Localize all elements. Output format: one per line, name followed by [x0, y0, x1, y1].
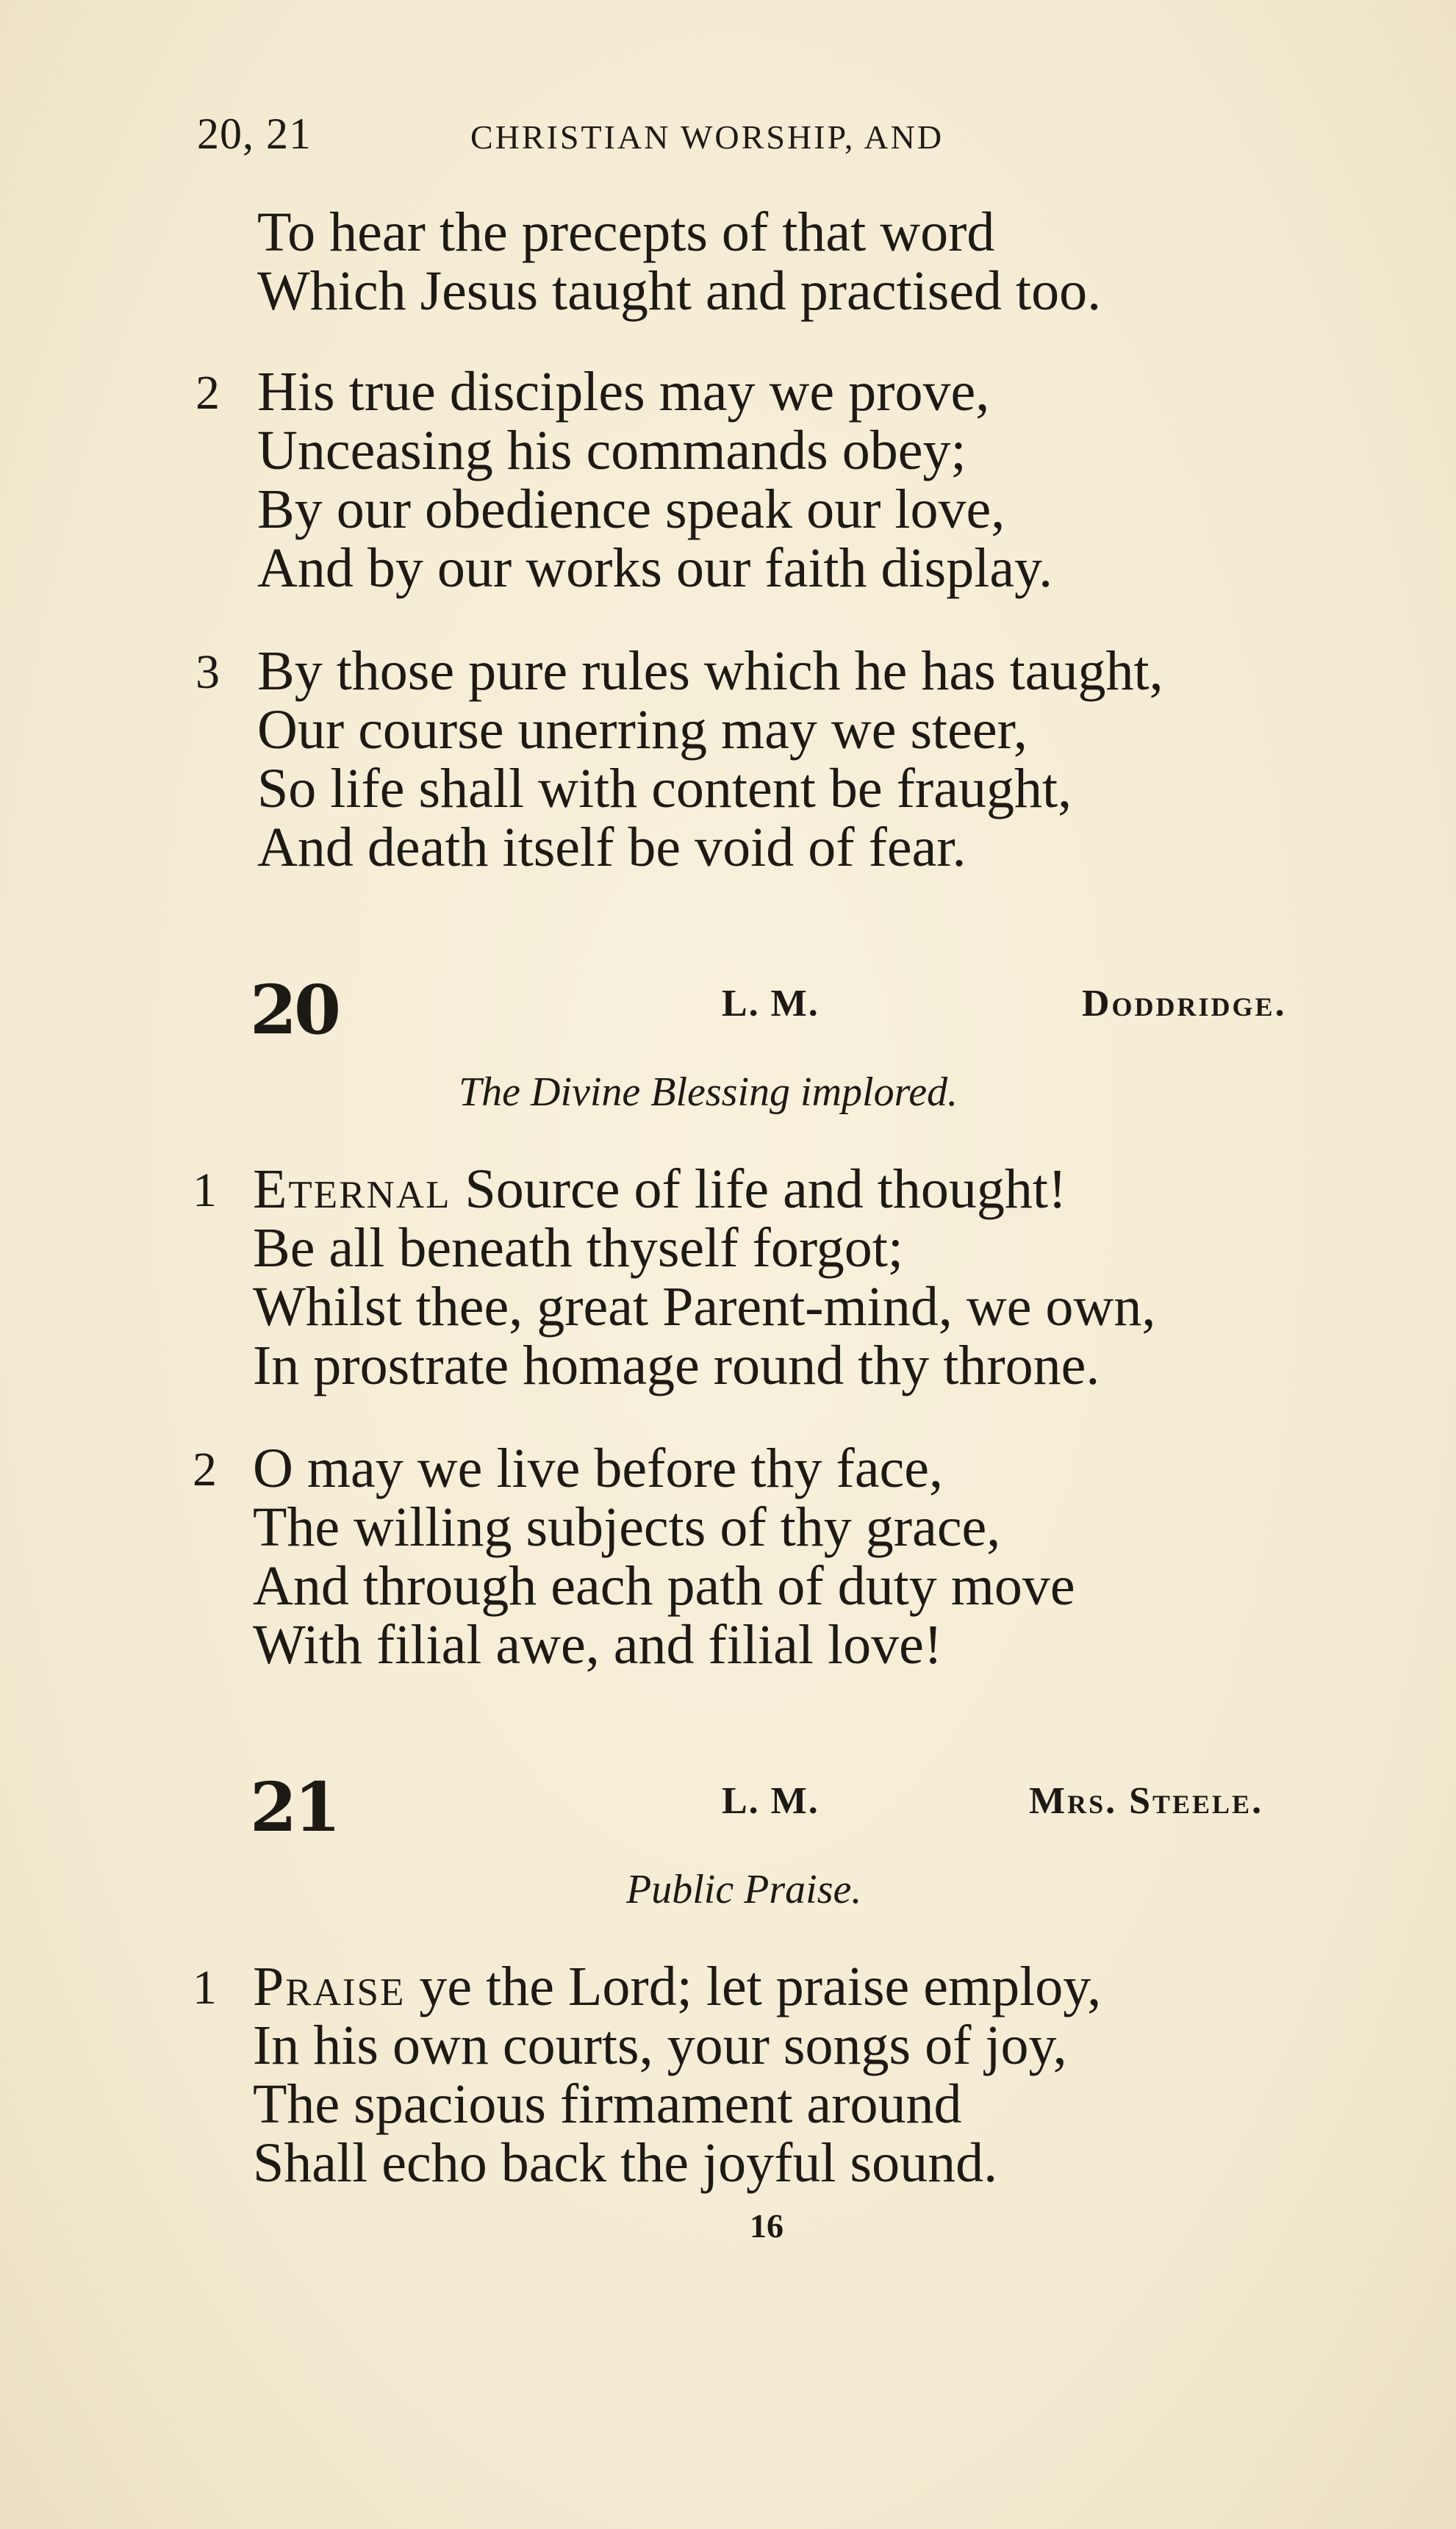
header-running-title: CHRISTIAN WORSHIP, AND — [470, 118, 944, 156]
verse-line: Unceasing his commands obey; — [257, 420, 967, 481]
header-page-numbers: 20, 21 — [197, 110, 312, 158]
stanza-number: 3 — [196, 645, 220, 699]
hymn-author: Mrs. Steele. — [1029, 1780, 1264, 1822]
stanza-number: 2 — [196, 366, 220, 420]
stanza-number: 1 — [193, 1961, 217, 2015]
verse-line-first — [253, 1158, 1067, 1220]
verse-line: His true disciples may we prove, — [257, 361, 990, 423]
hymn-title: Public Praise. — [626, 1867, 862, 1912]
stanza-number: 1 — [193, 1163, 217, 1217]
verse-line: Whilst thee, great Parent-mind, we own, — [253, 1276, 1156, 1338]
verse-line-first — [253, 1956, 1102, 2017]
verse-line: The spacious firmament around — [253, 2073, 962, 2135]
verse-line: Our course unerring may we steer, — [257, 699, 1028, 761]
page-folio: 16 — [750, 2207, 783, 2245]
stanza-first-word: Eternal — [253, 1158, 451, 1220]
hymn-number: 21 — [250, 1768, 339, 1847]
verse-line: Shall echo back the joyful sound. — [253, 2132, 998, 2194]
verse-line: In prostrate homage round thy throne. — [253, 1335, 1100, 1396]
verse-line: And by our works our faith display. — [257, 537, 1053, 599]
hymn-number: 20 — [250, 970, 339, 1050]
running-header — [197, 109, 1299, 168]
continuation-line-2: Which Jesus taught and practised too. — [257, 260, 1102, 322]
continuation-line-1: To hear the precepts of that word — [257, 201, 995, 263]
stanza-first-rest: ye the Lord; let praise employ, — [405, 1956, 1102, 2017]
stanza-first-word: Praise — [253, 1956, 406, 2017]
verse-line: By our obedience speak our love, — [257, 478, 1005, 540]
verse-line: With filial awe, and filial love! — [253, 1614, 943, 1676]
verse-line: By those pure rules which he has taught, — [257, 640, 1163, 702]
verse-line: O may we live before thy face, — [253, 1438, 944, 1499]
verse-line: And through each path of duty move — [253, 1555, 1075, 1617]
verse-line: And death itself be void of fear. — [257, 817, 967, 878]
stanza-number: 2 — [193, 1443, 217, 1496]
verse-line: Be all beneath thyself forgot; — [253, 1217, 904, 1279]
hymn-title: The Divine Blessing implored. — [459, 1069, 958, 1115]
stanza-first-rest: Source of life and thought! — [451, 1158, 1067, 1220]
verse-line: So life shall with content be fraught, — [257, 758, 1072, 819]
verse-line: The willing subjects of thy grace, — [253, 1496, 1001, 1558]
hymn-meter: L. M. — [722, 983, 820, 1025]
hymn-meter: L. M. — [722, 1780, 820, 1822]
verse-line: In his own courts, your songs of joy, — [253, 2015, 1067, 2076]
hymn-author: Doddridge. — [1082, 983, 1287, 1025]
